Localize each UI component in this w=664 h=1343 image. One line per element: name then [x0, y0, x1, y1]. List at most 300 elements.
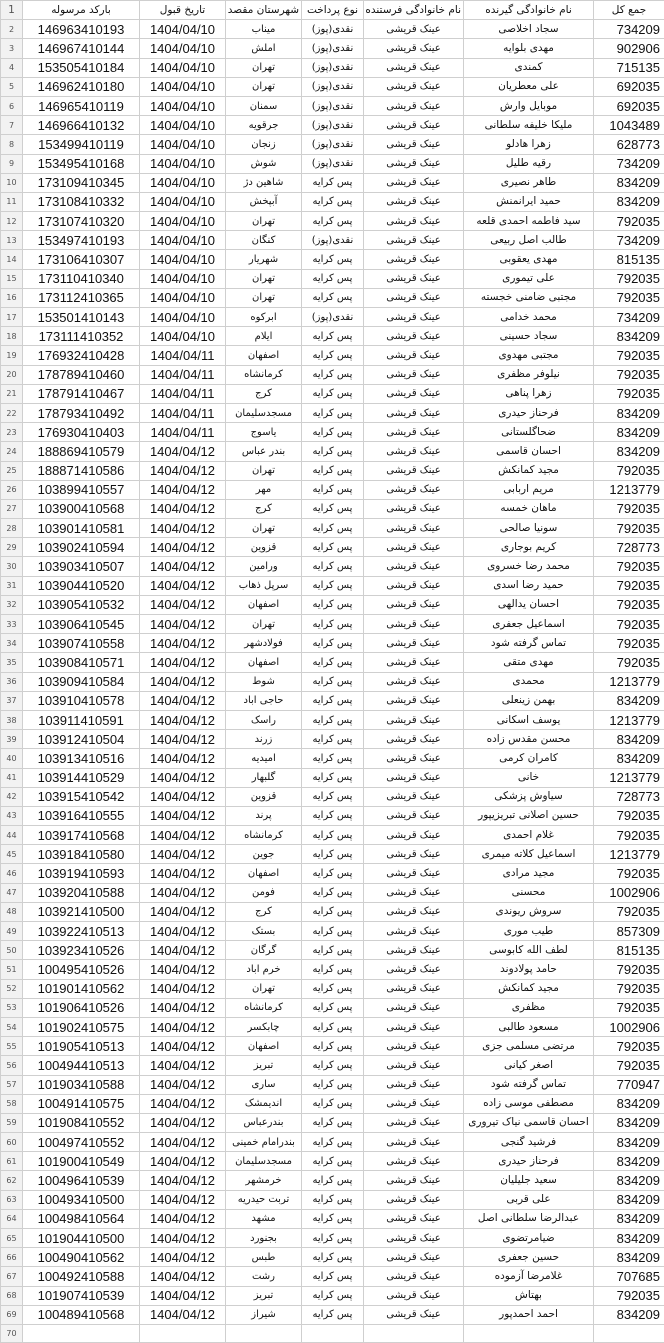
accept-date-cell[interactable]: 1404/04/12 — [140, 749, 226, 768]
recipient-name-cell[interactable]: محمد خدامی — [464, 308, 594, 327]
barcode-cell[interactable]: 173108410332 — [23, 192, 140, 211]
accept-date-cell[interactable]: 1404/04/12 — [140, 768, 226, 787]
destination-city-cell[interactable]: رشت — [226, 1267, 302, 1286]
payment-type-cell[interactable]: پس کرایه — [302, 1133, 364, 1152]
barcode-cell[interactable]: 176930410403 — [23, 423, 140, 442]
total-cell[interactable]: 902906 — [594, 39, 664, 58]
row-number[interactable]: 51 — [1, 960, 23, 979]
destination-city-cell[interactable]: تبریز — [226, 1056, 302, 1075]
accept-date-cell[interactable]: 1404/04/12 — [140, 922, 226, 941]
total-cell[interactable]: 834209 — [594, 173, 664, 192]
payment-type-cell[interactable]: پس کرایه — [302, 1229, 364, 1248]
payment-type-cell[interactable]: پس کرایه — [302, 269, 364, 288]
accept-date-cell[interactable]: 1404/04/12 — [140, 883, 226, 902]
recipient-name-cell[interactable]: حسین اصلانی تبریزیپور — [464, 806, 594, 825]
empty-cell[interactable] — [302, 1324, 364, 1342]
destination-city-cell[interactable]: بندر عباس — [226, 442, 302, 461]
total-cell[interactable]: 792035 — [594, 461, 664, 480]
recipient-name-cell[interactable]: حمید رضا اسدی — [464, 576, 594, 595]
recipient-name-cell[interactable]: سجاد اخلاصی — [464, 20, 594, 39]
barcode-cell[interactable]: 103910410578 — [23, 691, 140, 710]
accept-date-cell[interactable]: 1404/04/10 — [140, 39, 226, 58]
row-number[interactable]: 33 — [1, 615, 23, 634]
total-cell[interactable]: 1213779 — [594, 710, 664, 729]
barcode-cell[interactable]: 103919410593 — [23, 864, 140, 883]
row-number[interactable]: 13 — [1, 231, 23, 250]
accept-date-cell[interactable]: 1404/04/10 — [140, 231, 226, 250]
destination-city-cell[interactable]: ایلام — [226, 327, 302, 346]
total-cell[interactable]: 792035 — [594, 979, 664, 998]
row-number[interactable]: 57 — [1, 1075, 23, 1094]
payment-type-cell[interactable]: پس کرایه — [302, 653, 364, 672]
accept-date-cell[interactable]: 1404/04/11 — [140, 365, 226, 384]
sender-name-cell[interactable]: عینک قریشی — [364, 730, 464, 749]
total-cell[interactable]: 734209 — [594, 308, 664, 327]
row-number[interactable]: 3 — [1, 39, 23, 58]
payment-type-cell[interactable]: پس کرایه — [302, 634, 364, 653]
payment-type-cell[interactable]: پس کرایه — [302, 1113, 364, 1132]
sender-name-cell[interactable]: عینک قریشی — [364, 442, 464, 461]
barcode-cell[interactable]: 153497410193 — [23, 231, 140, 250]
destination-city-cell[interactable]: خرم اباد — [226, 960, 302, 979]
recipient-name-cell[interactable]: کمندی — [464, 58, 594, 77]
header-total[interactable]: جمع کل — [594, 1, 664, 20]
row-number[interactable]: 2 — [1, 20, 23, 39]
payment-type-cell[interactable]: پس کرایه — [302, 365, 364, 384]
total-cell[interactable]: 792035 — [594, 634, 664, 653]
total-cell[interactable]: 792035 — [594, 902, 664, 921]
destination-city-cell[interactable]: طبس — [226, 1248, 302, 1267]
recipient-name-cell[interactable]: کامران کرمی — [464, 749, 594, 768]
destination-city-cell[interactable]: آبپخش — [226, 192, 302, 211]
barcode-cell[interactable]: 101906410526 — [23, 998, 140, 1017]
recipient-name-cell[interactable]: حامد پولادوند — [464, 960, 594, 979]
accept-date-cell[interactable]: 1404/04/12 — [140, 1133, 226, 1152]
row-number[interactable]: 15 — [1, 269, 23, 288]
payment-type-cell[interactable]: پس کرایه — [302, 442, 364, 461]
payment-type-cell[interactable]: پس کرایه — [302, 499, 364, 518]
total-cell[interactable]: 728773 — [594, 538, 664, 557]
total-cell[interactable]: 834209 — [594, 749, 664, 768]
accept-date-cell[interactable]: 1404/04/12 — [140, 1171, 226, 1190]
destination-city-cell[interactable]: تبریز — [226, 1286, 302, 1305]
barcode-cell[interactable]: 178791410467 — [23, 384, 140, 403]
payment-type-cell[interactable]: پس کرایه — [302, 384, 364, 403]
total-cell[interactable]: 707685 — [594, 1267, 664, 1286]
total-cell[interactable]: 834209 — [594, 442, 664, 461]
total-cell[interactable]: 834209 — [594, 730, 664, 749]
destination-city-cell[interactable]: فولادشهر — [226, 634, 302, 653]
destination-city-cell[interactable]: قزوین — [226, 538, 302, 557]
sender-name-cell[interactable]: عینک قریشی — [364, 461, 464, 480]
barcode-cell[interactable]: 101902410575 — [23, 1017, 140, 1036]
sender-name-cell[interactable]: عینک قریشی — [364, 365, 464, 384]
row-number[interactable]: 65 — [1, 1229, 23, 1248]
total-cell[interactable]: 792035 — [594, 595, 664, 614]
row-number[interactable]: 54 — [1, 1017, 23, 1036]
accept-date-cell[interactable]: 1404/04/12 — [140, 1229, 226, 1248]
barcode-cell[interactable]: 178793410492 — [23, 403, 140, 422]
recipient-name-cell[interactable]: سعید جلیلیان — [464, 1171, 594, 1190]
recipient-name-cell[interactable]: محسنی — [464, 883, 594, 902]
destination-city-cell[interactable]: تهران — [226, 269, 302, 288]
row-number[interactable]: 66 — [1, 1248, 23, 1267]
total-cell[interactable]: 628773 — [594, 135, 664, 154]
recipient-name-cell[interactable]: فرشید گنجی — [464, 1133, 594, 1152]
sender-name-cell[interactable]: عینک قریشی — [364, 672, 464, 691]
recipient-name-cell[interactable]: فرحناز حیدری — [464, 1152, 594, 1171]
payment-type-cell[interactable]: پس کرایه — [302, 922, 364, 941]
payment-type-cell[interactable]: نقدی(پوز) — [302, 135, 364, 154]
barcode-cell[interactable]: 103906410545 — [23, 615, 140, 634]
recipient-name-cell[interactable]: ضیامرتضوی — [464, 1229, 594, 1248]
payment-type-cell[interactable]: پس کرایه — [302, 327, 364, 346]
sender-name-cell[interactable]: عینک قریشی — [364, 1017, 464, 1036]
payment-type-cell[interactable]: پس کرایه — [302, 845, 364, 864]
recipient-name-cell[interactable]: بهمن زینعلی — [464, 691, 594, 710]
accept-date-cell[interactable]: 1404/04/12 — [140, 461, 226, 480]
destination-city-cell[interactable]: حاجی اباد — [226, 691, 302, 710]
sender-name-cell[interactable]: عینک قریشی — [364, 96, 464, 115]
sender-name-cell[interactable]: عینک قریشی — [364, 499, 464, 518]
recipient-name-cell[interactable]: احسان قاسمی نیاک تیروری — [464, 1113, 594, 1132]
total-cell[interactable]: 792035 — [594, 864, 664, 883]
destination-city-cell[interactable]: جرقویه — [226, 116, 302, 135]
payment-type-cell[interactable]: پس کرایه — [302, 423, 364, 442]
recipient-name-cell[interactable]: طیب موری — [464, 922, 594, 941]
destination-city-cell[interactable]: املش — [226, 39, 302, 58]
sender-name-cell[interactable]: عینک قریشی — [364, 308, 464, 327]
sender-name-cell[interactable]: عینک قریشی — [364, 39, 464, 58]
accept-date-cell[interactable]: 1404/04/12 — [140, 826, 226, 845]
sender-name-cell[interactable]: عینک قریشی — [364, 1267, 464, 1286]
row-number[interactable]: 5 — [1, 77, 23, 96]
destination-city-cell[interactable]: شوش — [226, 154, 302, 173]
row-number[interactable]: 59 — [1, 1113, 23, 1132]
sender-name-cell[interactable]: عینک قریشی — [364, 231, 464, 250]
sender-name-cell[interactable]: عینک قریشی — [364, 864, 464, 883]
sender-name-cell[interactable]: عینک قریشی — [364, 403, 464, 422]
payment-type-cell[interactable]: پس کرایه — [302, 1017, 364, 1036]
payment-type-cell[interactable]: پس کرایه — [302, 346, 364, 365]
accept-date-cell[interactable]: 1404/04/12 — [140, 499, 226, 518]
recipient-name-cell[interactable]: بهتاش — [464, 1286, 594, 1305]
header-accept-date[interactable]: تاریخ قبول — [140, 1, 226, 20]
payment-type-cell[interactable]: پس کرایه — [302, 749, 364, 768]
barcode-cell[interactable]: 103907410558 — [23, 634, 140, 653]
payment-type-cell[interactable]: پس کرایه — [302, 557, 364, 576]
row-number[interactable]: 21 — [1, 384, 23, 403]
payment-type-cell[interactable]: پس کرایه — [302, 403, 364, 422]
payment-type-cell[interactable]: پس کرایه — [302, 538, 364, 557]
recipient-name-cell[interactable]: سونیا صالحی — [464, 519, 594, 538]
destination-city-cell[interactable]: تهران — [226, 77, 302, 96]
recipient-name-cell[interactable]: مرتضی مسلمی جزی — [464, 1037, 594, 1056]
payment-type-cell[interactable]: نقدی(پوز) — [302, 39, 364, 58]
recipient-name-cell[interactable]: اصغر کیانی — [464, 1056, 594, 1075]
empty-cell[interactable] — [594, 1324, 664, 1342]
row-number[interactable]: 52 — [1, 979, 23, 998]
empty-cell[interactable] — [464, 1324, 594, 1342]
total-cell[interactable]: 692035 — [594, 96, 664, 115]
recipient-name-cell[interactable]: محمد رضا خسروی — [464, 557, 594, 576]
total-cell[interactable]: 1213779 — [594, 672, 664, 691]
empty-cell[interactable] — [364, 1324, 464, 1342]
total-cell[interactable]: 792035 — [594, 212, 664, 231]
recipient-name-cell[interactable]: مصطفی موسی زاده — [464, 1094, 594, 1113]
barcode-cell[interactable]: 100492410588 — [23, 1267, 140, 1286]
row-number[interactable]: 19 — [1, 346, 23, 365]
barcode-cell[interactable]: 103916410555 — [23, 806, 140, 825]
row-number[interactable]: 55 — [1, 1037, 23, 1056]
sender-name-cell[interactable]: عینک قریشی — [364, 1037, 464, 1056]
payment-type-cell[interactable]: پس کرایه — [302, 730, 364, 749]
barcode-cell[interactable]: 173106410307 — [23, 250, 140, 269]
row-number[interactable]: 62 — [1, 1171, 23, 1190]
barcode-cell[interactable]: 101908410552 — [23, 1113, 140, 1132]
barcode-cell[interactable]: 100489410568 — [23, 1305, 140, 1324]
accept-date-cell[interactable]: 1404/04/10 — [140, 96, 226, 115]
destination-city-cell[interactable]: تهران — [226, 288, 302, 307]
row-number[interactable]: 70 — [1, 1324, 23, 1342]
recipient-name-cell[interactable]: یوسف اسکانی — [464, 710, 594, 729]
total-cell[interactable]: 857309 — [594, 922, 664, 941]
recipient-name-cell[interactable]: مجید مرادی — [464, 864, 594, 883]
accept-date-cell[interactable]: 1404/04/10 — [140, 250, 226, 269]
barcode-cell[interactable]: 103917410568 — [23, 826, 140, 845]
accept-date-cell[interactable]: 1404/04/11 — [140, 403, 226, 422]
sender-name-cell[interactable]: عینک قریشی — [364, 1209, 464, 1228]
total-cell[interactable]: 834209 — [594, 1248, 664, 1267]
payment-type-cell[interactable]: پس کرایه — [302, 288, 364, 307]
row-number[interactable]: 4 — [1, 58, 23, 77]
destination-city-cell[interactable]: گلبهار — [226, 768, 302, 787]
row-number[interactable]: 32 — [1, 595, 23, 614]
recipient-name-cell[interactable]: مظفری — [464, 998, 594, 1017]
sender-name-cell[interactable]: عینک قریشی — [364, 250, 464, 269]
accept-date-cell[interactable]: 1404/04/12 — [140, 1152, 226, 1171]
destination-city-cell[interactable]: مهر — [226, 480, 302, 499]
destination-city-cell[interactable]: کرمانشاه — [226, 365, 302, 384]
accept-date-cell[interactable]: 1404/04/12 — [140, 672, 226, 691]
destination-city-cell[interactable]: تهران — [226, 212, 302, 231]
accept-date-cell[interactable]: 1404/04/12 — [140, 787, 226, 806]
total-cell[interactable]: 834209 — [594, 1113, 664, 1132]
accept-date-cell[interactable]: 1404/04/12 — [140, 1037, 226, 1056]
recipient-name-cell[interactable]: لطف الله کابوسی — [464, 941, 594, 960]
total-cell[interactable]: 1002906 — [594, 883, 664, 902]
recipient-name-cell[interactable]: علی معطریان — [464, 77, 594, 96]
row-number[interactable]: 45 — [1, 845, 23, 864]
sender-name-cell[interactable]: عینک قریشی — [364, 902, 464, 921]
payment-type-cell[interactable]: پس کرایه — [302, 941, 364, 960]
barcode-cell[interactable]: 100494410513 — [23, 1056, 140, 1075]
row-number[interactable]: 9 — [1, 154, 23, 173]
accept-date-cell[interactable]: 1404/04/12 — [140, 442, 226, 461]
sender-name-cell[interactable]: عینک قریشی — [364, 1152, 464, 1171]
row-number[interactable]: 53 — [1, 998, 23, 1017]
header-payment-type[interactable]: نوع پرداخت — [302, 1, 364, 20]
accept-date-cell[interactable]: 1404/04/12 — [140, 941, 226, 960]
barcode-cell[interactable]: 103915410542 — [23, 787, 140, 806]
accept-date-cell[interactable]: 1404/04/12 — [140, 557, 226, 576]
accept-date-cell[interactable]: 1404/04/12 — [140, 960, 226, 979]
accept-date-cell[interactable]: 1404/04/12 — [140, 519, 226, 538]
sender-name-cell[interactable]: عینک قریشی — [364, 1133, 464, 1152]
sender-name-cell[interactable]: عینک قریشی — [364, 327, 464, 346]
destination-city-cell[interactable]: ابرکوه — [226, 308, 302, 327]
sender-name-cell[interactable]: عینک قریشی — [364, 519, 464, 538]
row-number[interactable]: 48 — [1, 902, 23, 921]
row-number[interactable]: 39 — [1, 730, 23, 749]
accept-date-cell[interactable]: 1404/04/12 — [140, 1056, 226, 1075]
empty-cell[interactable] — [226, 1324, 302, 1342]
row-number[interactable]: 56 — [1, 1056, 23, 1075]
header-recipient-name[interactable]: نام خانوادگی گیرنده — [464, 1, 594, 20]
recipient-name-cell[interactable]: مجید کمانکش — [464, 979, 594, 998]
sender-name-cell[interactable]: عینک قریشی — [364, 1171, 464, 1190]
barcode-cell[interactable]: 188869410579 — [23, 442, 140, 461]
row-number[interactable]: 22 — [1, 403, 23, 422]
recipient-name-cell[interactable]: مریم اربابی — [464, 480, 594, 499]
payment-type-cell[interactable]: پس کرایه — [302, 1286, 364, 1305]
barcode-cell[interactable]: 100493410500 — [23, 1190, 140, 1209]
destination-city-cell[interactable]: کرمانشاه — [226, 826, 302, 845]
barcode-cell[interactable]: 101901410562 — [23, 979, 140, 998]
sender-name-cell[interactable]: عینک قریشی — [364, 653, 464, 672]
payment-type-cell[interactable]: پس کرایه — [302, 519, 364, 538]
recipient-name-cell[interactable]: حسین جعفری — [464, 1248, 594, 1267]
barcode-cell[interactable]: 173107410320 — [23, 212, 140, 231]
destination-city-cell[interactable]: امیدیه — [226, 749, 302, 768]
total-cell[interactable]: 834209 — [594, 423, 664, 442]
payment-type-cell[interactable]: نقدی(پوز) — [302, 77, 364, 96]
sender-name-cell[interactable]: عینک قریشی — [364, 941, 464, 960]
barcode-cell[interactable]: 103899410557 — [23, 480, 140, 499]
recipient-name-cell[interactable]: تماس گرفته شود — [464, 1075, 594, 1094]
accept-date-cell[interactable]: 1404/04/12 — [140, 480, 226, 499]
accept-date-cell[interactable]: 1404/04/10 — [140, 327, 226, 346]
row-number[interactable]: 36 — [1, 672, 23, 691]
payment-type-cell[interactable]: پس کرایه — [302, 212, 364, 231]
barcode-cell[interactable]: 100498410564 — [23, 1209, 140, 1228]
barcode-cell[interactable]: 188871410586 — [23, 461, 140, 480]
row-number[interactable]: 23 — [1, 423, 23, 442]
destination-city-cell[interactable]: شیراز — [226, 1305, 302, 1324]
total-cell[interactable]: 734209 — [594, 20, 664, 39]
row-number[interactable]: 44 — [1, 826, 23, 845]
sender-name-cell[interactable]: عینک قریشی — [364, 710, 464, 729]
total-cell[interactable]: 834209 — [594, 1209, 664, 1228]
payment-type-cell[interactable]: پس کرایه — [302, 710, 364, 729]
recipient-name-cell[interactable]: کریم بوجاری — [464, 538, 594, 557]
sender-name-cell[interactable]: عینک قریشی — [364, 192, 464, 211]
total-cell[interactable]: 1213779 — [594, 768, 664, 787]
row-number[interactable]: 16 — [1, 288, 23, 307]
payment-type-cell[interactable]: پس کرایه — [302, 1209, 364, 1228]
payment-type-cell[interactable]: پس کرایه — [302, 595, 364, 614]
sender-name-cell[interactable]: عینک قریشی — [364, 116, 464, 135]
total-cell[interactable]: 792035 — [594, 346, 664, 365]
destination-city-cell[interactable]: تهران — [226, 979, 302, 998]
accept-date-cell[interactable]: 1404/04/10 — [140, 288, 226, 307]
total-cell[interactable]: 834209 — [594, 327, 664, 346]
row-number[interactable]: 24 — [1, 442, 23, 461]
recipient-name-cell[interactable]: حمید ایرانمنش — [464, 192, 594, 211]
sender-name-cell[interactable]: عینک قریشی — [364, 787, 464, 806]
payment-type-cell[interactable]: پس کرایه — [302, 1037, 364, 1056]
accept-date-cell[interactable]: 1404/04/12 — [140, 1017, 226, 1036]
recipient-name-cell[interactable]: زهرا هادلو — [464, 135, 594, 154]
destination-city-cell[interactable]: چابکسر — [226, 1017, 302, 1036]
total-cell[interactable]: 792035 — [594, 499, 664, 518]
row-number[interactable]: 14 — [1, 250, 23, 269]
row-number[interactable]: 7 — [1, 116, 23, 135]
destination-city-cell[interactable]: راسک — [226, 710, 302, 729]
recipient-name-cell[interactable]: مسعود طالبی — [464, 1017, 594, 1036]
destination-city-cell[interactable]: میناب — [226, 20, 302, 39]
payment-type-cell[interactable]: پس کرایه — [302, 864, 364, 883]
destination-city-cell[interactable]: پرند — [226, 806, 302, 825]
accept-date-cell[interactable]: 1404/04/12 — [140, 595, 226, 614]
row-number[interactable]: 8 — [1, 135, 23, 154]
row-number[interactable]: 11 — [1, 192, 23, 211]
row-number[interactable]: 68 — [1, 1286, 23, 1305]
payment-type-cell[interactable]: پس کرایه — [302, 461, 364, 480]
row-number[interactable]: 64 — [1, 1209, 23, 1228]
destination-city-cell[interactable]: اصفهان — [226, 1037, 302, 1056]
row-number[interactable]: 49 — [1, 922, 23, 941]
recipient-name-cell[interactable]: فرحناز حیدری — [464, 403, 594, 422]
total-cell[interactable]: 834209 — [594, 403, 664, 422]
accept-date-cell[interactable]: 1404/04/12 — [140, 1267, 226, 1286]
sender-name-cell[interactable]: عینک قریشی — [364, 269, 464, 288]
recipient-name-cell[interactable]: رقیه طلیل — [464, 154, 594, 173]
recipient-name-cell[interactable]: اسماعیل جعفری — [464, 615, 594, 634]
sender-name-cell[interactable]: عینک قریشی — [364, 480, 464, 499]
payment-type-cell[interactable]: پس کرایه — [302, 1248, 364, 1267]
accept-date-cell[interactable]: 1404/04/12 — [140, 615, 226, 634]
total-cell[interactable]: 834209 — [594, 1094, 664, 1113]
row-number[interactable]: 69 — [1, 1305, 23, 1324]
sender-name-cell[interactable]: عینک قریشی — [364, 1305, 464, 1324]
total-cell[interactable]: 792035 — [594, 1056, 664, 1075]
accept-date-cell[interactable]: 1404/04/12 — [140, 1094, 226, 1113]
destination-city-cell[interactable]: بجنورد — [226, 1229, 302, 1248]
recipient-name-cell[interactable]: محمدی — [464, 672, 594, 691]
accept-date-cell[interactable]: 1404/04/12 — [140, 710, 226, 729]
destination-city-cell[interactable]: کرج — [226, 902, 302, 921]
destination-city-cell[interactable]: تهران — [226, 461, 302, 480]
total-cell[interactable]: 834209 — [594, 1133, 664, 1152]
barcode-cell[interactable]: 101907410539 — [23, 1286, 140, 1305]
recipient-name-cell[interactable]: موبایل وارش — [464, 96, 594, 115]
barcode-cell[interactable]: 101904410500 — [23, 1229, 140, 1248]
total-cell[interactable]: 792035 — [594, 826, 664, 845]
accept-date-cell[interactable]: 1404/04/12 — [140, 998, 226, 1017]
accept-date-cell[interactable]: 1404/04/10 — [140, 173, 226, 192]
recipient-name-cell[interactable]: سروش ریوندی — [464, 902, 594, 921]
destination-city-cell[interactable]: شهریار — [226, 250, 302, 269]
destination-city-cell[interactable]: بندرعباس — [226, 1113, 302, 1132]
total-cell[interactable]: 792035 — [594, 615, 664, 634]
row-number[interactable]: 28 — [1, 519, 23, 538]
sender-name-cell[interactable]: عینک قریشی — [364, 557, 464, 576]
accept-date-cell[interactable]: 1404/04/12 — [140, 1113, 226, 1132]
destination-city-cell[interactable]: شوط — [226, 672, 302, 691]
row-number[interactable]: 18 — [1, 327, 23, 346]
destination-city-cell[interactable]: سمنان — [226, 96, 302, 115]
